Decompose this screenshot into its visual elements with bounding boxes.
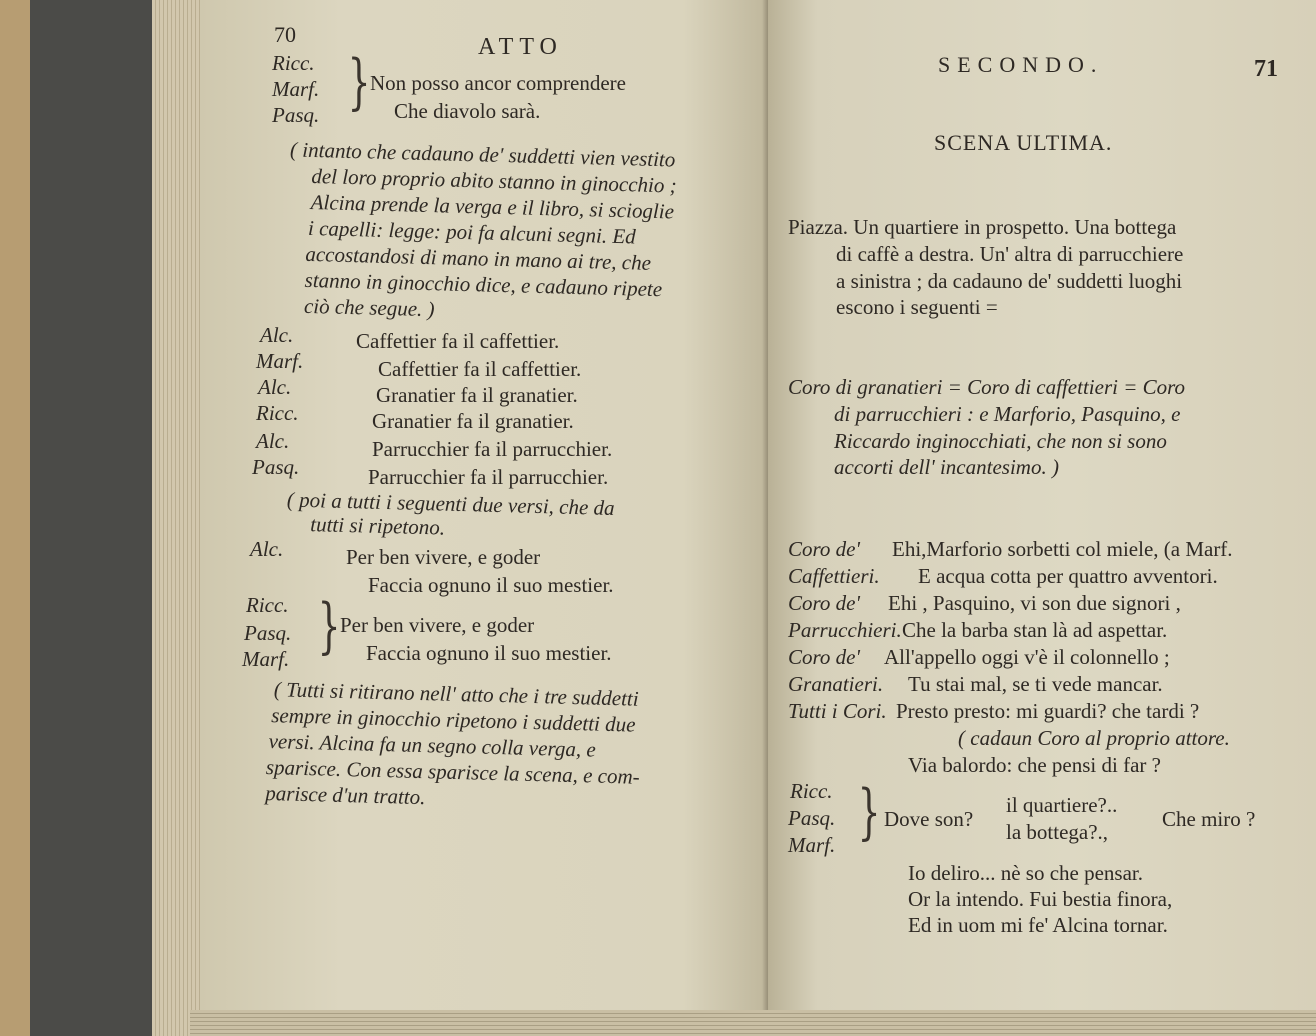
stage-direction-line: ( Tutti si ritirano nell' atto che i tre suddetti — [273, 677, 639, 711]
speaker-label: Ricc. — [272, 51, 315, 75]
stage-direction-line: ( cadaun Coro al proprio attore. — [958, 726, 1230, 750]
speaker-label: Alc. — [256, 429, 290, 453]
scene-title: SCENA ULTIMA. — [934, 130, 1113, 155]
verse-line: Che diavolo sarà. — [394, 99, 541, 123]
stage-direction-line: ( intanto che cadauno de' suddetti vien vestito — [289, 137, 676, 172]
chorus-entry-line: Coro di granatieri = Coro di caffettieri = Coro — [788, 375, 1186, 399]
dialogue-line: Presto presto: mi guardi? che tardi ? — [896, 699, 1200, 723]
speaker-label: Ricc. — [790, 779, 833, 803]
dialogue-line: Parrucchier fa il parrucchier. — [372, 437, 613, 461]
stage-direction-line: sempre in ginocchio ripetono i suddetti due — [270, 703, 636, 737]
verse-line: Or la intendo. Fui bestia finora, — [908, 887, 1173, 911]
stage-direction-line: Alcina prende la verga e il libro, si scioglie — [310, 189, 675, 224]
verse-line: Via balordo: che pensi di far ? — [908, 753, 1161, 777]
verse-line: Io deliro... nè so che pensar. — [908, 861, 1144, 885]
dialogue-line: E acqua cotta per quattro avventori. — [918, 564, 1218, 588]
speaker-label: Parrucchieri. — [788, 618, 902, 642]
left-page — [200, 0, 768, 1036]
speaker-label: Pasq. — [244, 621, 292, 645]
verse-line: Faccia ognuno il suo mestier. — [368, 573, 614, 597]
speaker-label: Alc. — [258, 375, 292, 399]
verse-line: Dove son? — [884, 807, 974, 831]
book-cover — [30, 0, 155, 1036]
dialogue-line: Caffettier fa il caffettier. — [378, 357, 582, 381]
dialogue-line: Caffettier fa il caffettier. — [356, 329, 560, 353]
stage-direction-line: sparisce. Con essa sparisce la scena, e com- — [265, 754, 640, 789]
setting-line: di caffè a destra. Un' altra di parrucchiere — [836, 242, 1184, 266]
stage-direction-line: accostandosi di mano in mano ai tre, che — [305, 241, 652, 275]
speaker-label: Caffettieri. — [788, 564, 880, 588]
speaker-label: Marf. — [272, 77, 320, 101]
speaker-label: Coro de' — [788, 645, 860, 669]
speaker-label: Marf. — [242, 647, 290, 671]
verse-line: Non posso ancor comprendere — [370, 71, 626, 95]
stage-direction-line: ( poi a tutti i seguenti due versi, che da — [286, 487, 615, 521]
verse-line: Che miro ? — [1162, 807, 1256, 831]
stage-direction-line: del loro proprio abito stanno in ginocchio ; — [311, 163, 677, 198]
right-page — [768, 0, 1316, 1036]
dialogue-line: Tu stai mal, se ti vede mancar. — [908, 672, 1163, 696]
table-surface — [0, 0, 30, 1036]
stage-direction-line: tutti si ripetono. — [310, 512, 446, 540]
verse-line: Faccia ognuno il suo mestier. — [366, 641, 612, 665]
speaker-label: Granatieri. — [788, 672, 884, 696]
verse-line: Per ben vivere, e goder — [346, 545, 541, 569]
verse-option: il quartiere?.. — [1006, 793, 1118, 817]
brace: } — [347, 47, 371, 117]
speaker-label: Pasq. — [788, 806, 836, 830]
dialogue-line: All'appello oggi v'è il colonnello ; — [884, 645, 1170, 669]
dialogue-line: Granatier fa il granatier. — [372, 409, 574, 433]
speaker-label: Alc. — [260, 323, 294, 347]
speaker-label: Pasq. — [272, 103, 320, 127]
chorus-entry-line: accorti dell' incantesimo. ) — [834, 455, 1059, 479]
speaker-label: Alc. — [250, 537, 284, 561]
dialogue-line: Granatier fa il granatier. — [376, 383, 578, 407]
stage-direction-line: ciò che segue. ) — [303, 293, 435, 322]
running-header: ATTO — [478, 34, 563, 60]
speaker-label: Pasq. — [252, 455, 300, 479]
stage-direction-line: versi. Alcina fa un segno colla verga, e — [268, 729, 597, 762]
page-number: 71 — [1254, 56, 1278, 82]
speaker-label: Ricc. — [246, 593, 289, 617]
speaker-label: Coro de' — [788, 591, 860, 615]
setting-line: Piazza. Un quartiere in prospetto. Una bottega — [788, 215, 1177, 239]
dialogue-line: Ehi , Pasquino, vi son due signori , — [888, 591, 1181, 615]
setting-line: a sinistra ; da cadauno de' suddetti luoghi — [836, 269, 1183, 293]
dialogue-line: Che la barba stan là ad aspettar. — [902, 618, 1168, 642]
stage-direction-line: parisce d'un tratto. — [264, 780, 426, 810]
verse-line: Ed in uom mi fe' Alcina tornar. — [908, 913, 1168, 937]
speaker-label: Tutti i Cori. — [788, 699, 887, 723]
speaker-label: Coro de' — [788, 537, 860, 561]
stage-direction-line: stanno in ginocchio dice, e cadauno ripete — [304, 267, 663, 302]
chorus-entry-line: di parrucchieri : e Marforio, Pasquino, e — [834, 402, 1181, 426]
chorus-entry-line: Riccardo inginocchiati, che non si sono — [834, 429, 1167, 453]
page-edges-bottom — [190, 1010, 1316, 1036]
verse-option: la bottega?., — [1006, 820, 1109, 844]
speaker-label: Marf. — [788, 833, 836, 857]
brace: } — [857, 777, 881, 847]
dialogue-line: Ehi,Marforio sorbetti col miele, (a Marf. — [892, 537, 1233, 561]
setting-line: escono i seguenti = — [836, 295, 998, 319]
dialogue-line: Parrucchier fa il parrucchier. — [368, 465, 609, 489]
brace: } — [317, 591, 341, 661]
speaker-label: Ricc. — [256, 401, 299, 425]
page-number: 70 — [274, 22, 296, 47]
verse-line: Per ben vivere, e goder — [340, 613, 535, 637]
stage-direction-line: i capelli: legge: poi fa alcuni segni. Ed — [307, 215, 637, 249]
running-header: SECONDO. — [938, 52, 1104, 77]
speaker-label: Marf. — [256, 349, 304, 373]
